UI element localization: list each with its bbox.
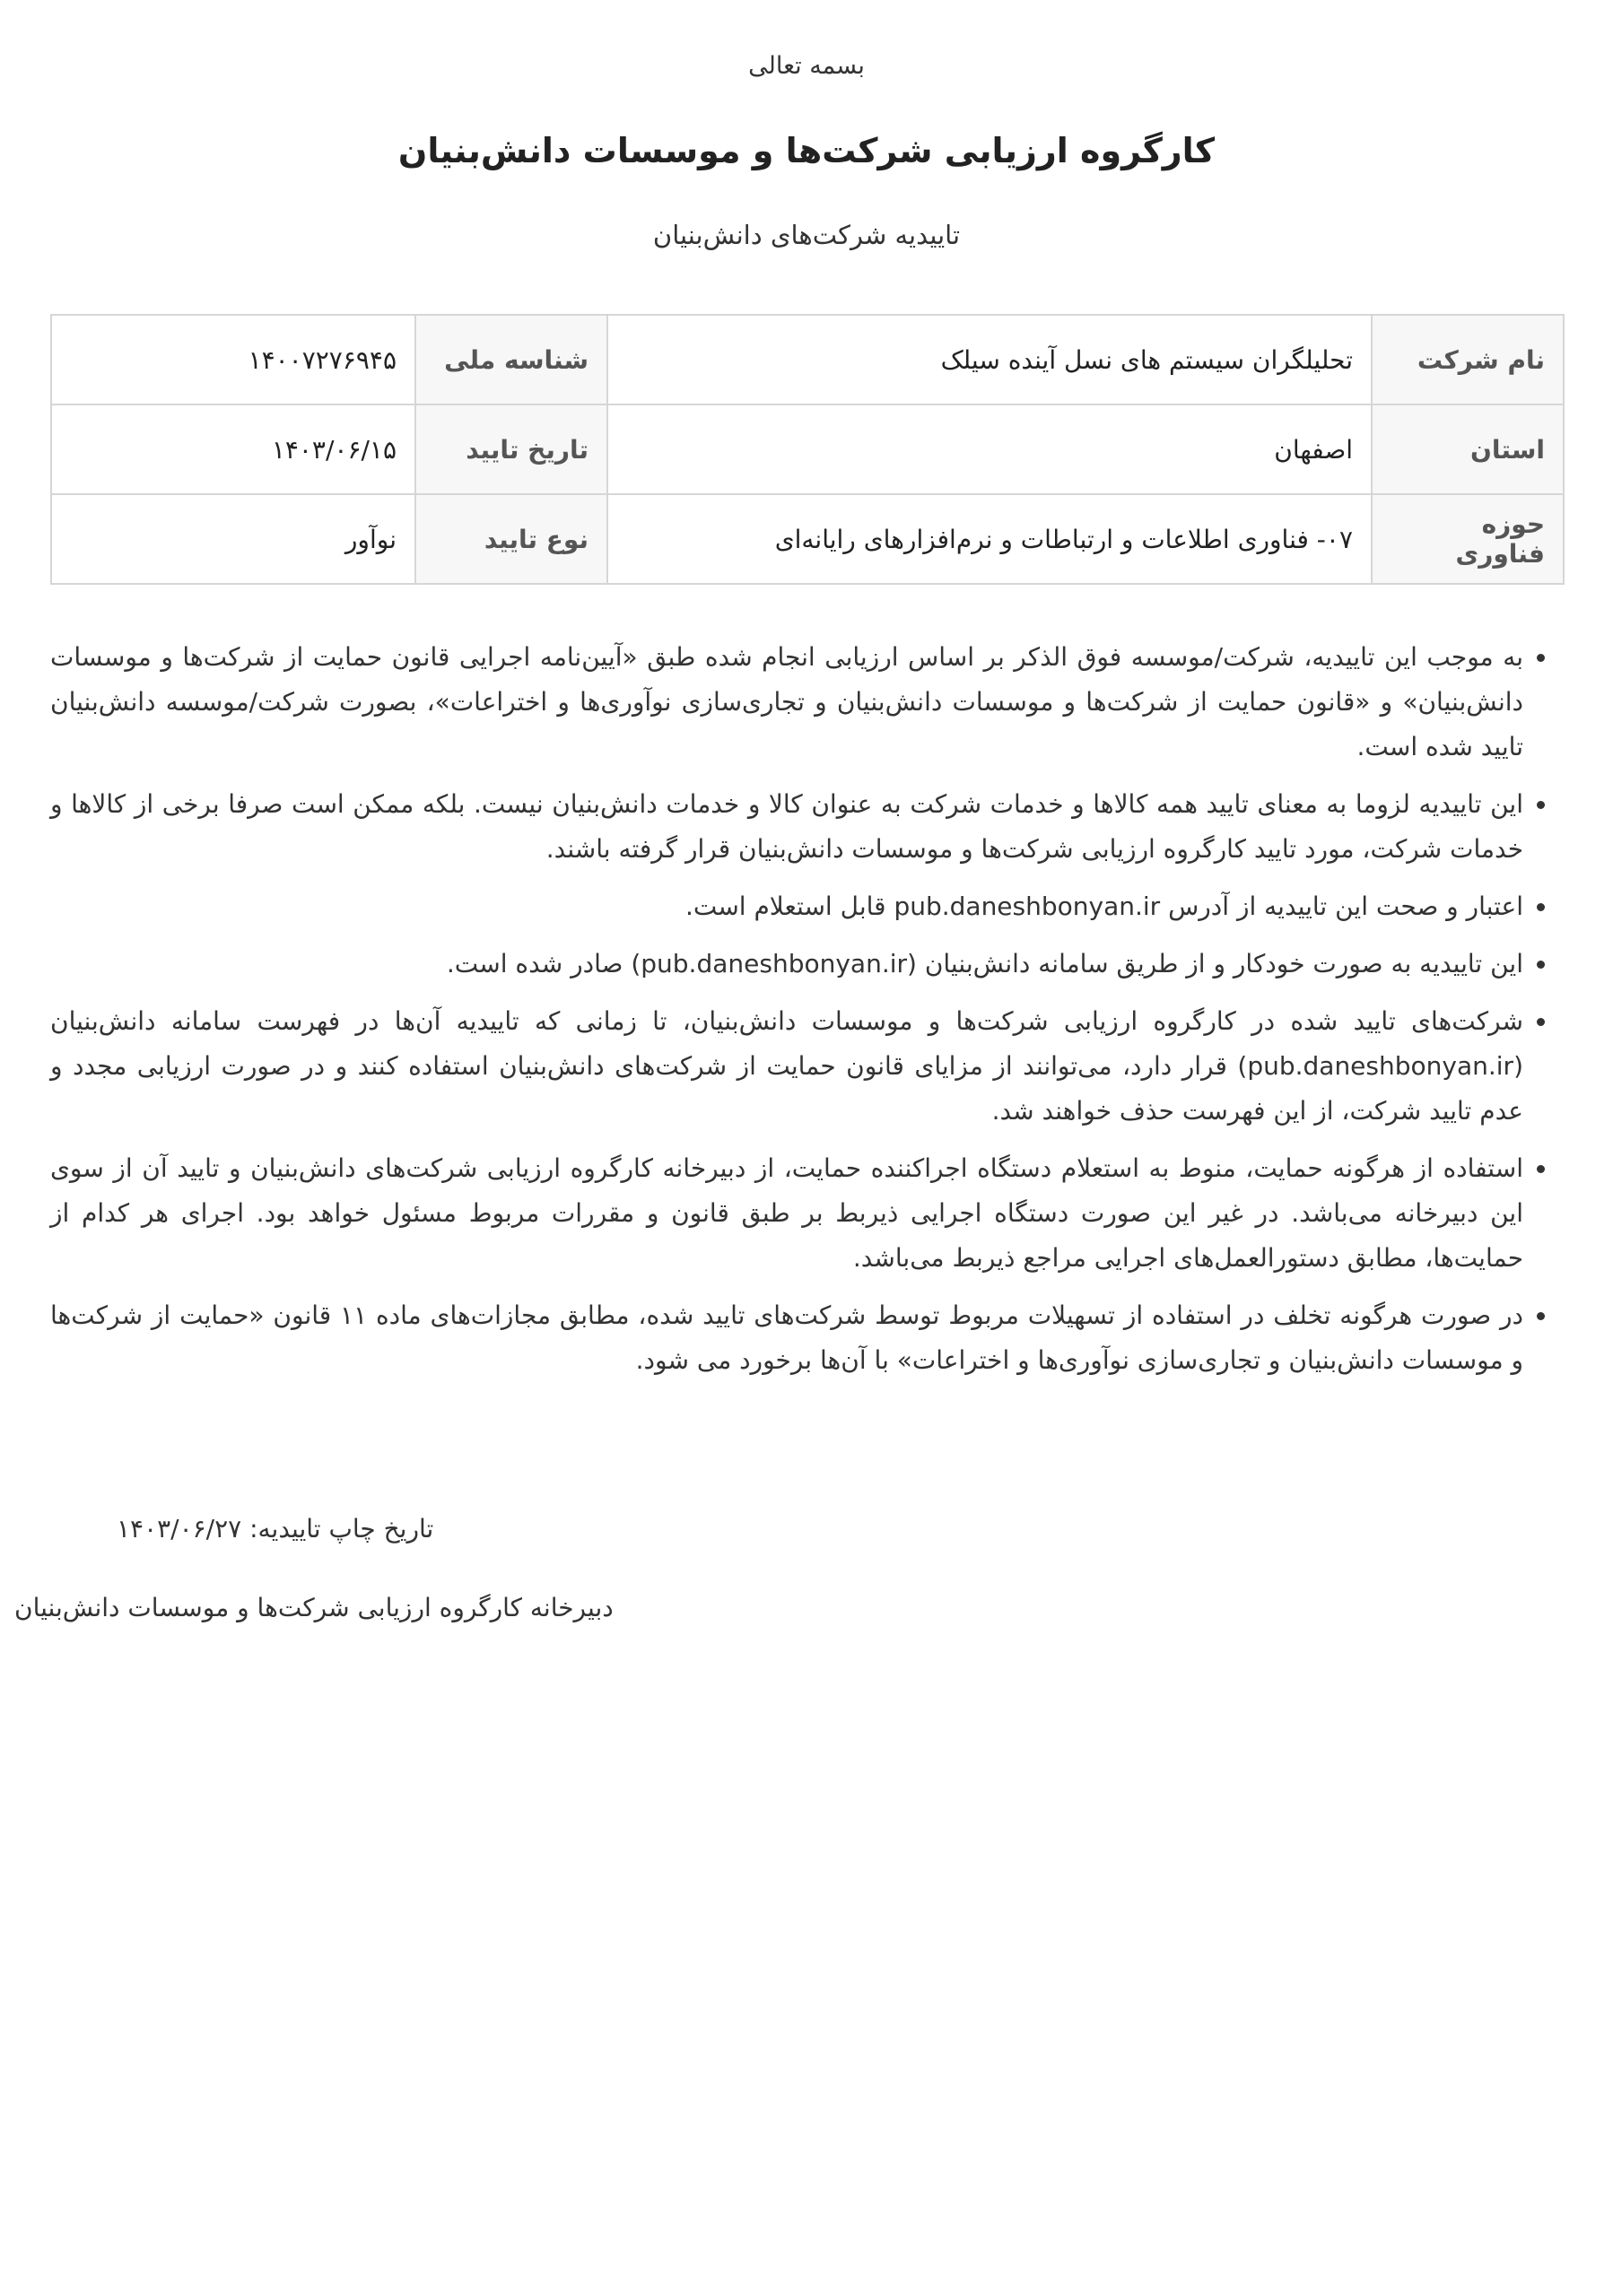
province-label: استان [1372,404,1564,494]
list-item: • به موجب این تاییدیه، شرکت/موسسه فوق الذکر بر اساس ارزیابی انجام شده طبق «آیین‌نامه اجرایی قانون حمایت از شرکت‌ها و موسسات دانش‌بنیان» و «قانون حمایت از شرکت‌ها و موسسات دانش‌بنیان و تجاری‌سازی نوآوری‌ها و اختراعات»، بصورت شرکت/موسسه دانش‌بنیان تایید شده است. [50,635,1523,770]
list-item: • در صورت هرگونه تخلف در استفاده از تسهیلات مربوط توسط شرکت‌های تایید شده، مطابق مجازات‌های ماده ۱۱ قانون «حمایت از شرکت‌ها و موسسات دانش‌بنیان و تجاری‌سازی نوآوری‌ها و اختراعات» با آن‌ها برخورد می شود. [50,1293,1523,1383]
province-value: اصفهان [607,404,1372,494]
list-item: • استفاده از هرگونه حمایت، منوط به استعلام دستگاه اجراکننده حمایت، از دبیرخانه کارگروه ارزیابی شرکت‌های دانش‌بنیان و تایید آن از سوی این دبیرخانه می‌باشد. در غیر این صورت دستگاه اجرایی ذیربط بر طبق قانون و مقررات مربوط مسئول خواهد بود. اجرای هر کدام از حمایت‌ها، مطابق دستورالعمل‌های اجرایی مراجع ذیربط می‌باشد. [50,1146,1523,1281]
print-date [117,1514,433,1544]
page-subtitle: تاییدیه شرکت‌های دانش‌بنیان [652,220,961,250]
tech-field-value: ۰۷- فناوری اطلاعات و ارتباطات و نرم‌افزارهای رایانه‌ای [607,494,1372,584]
national-id-label: شناسه ملی [415,315,607,404]
list-item: • این تاییدیه لزوما به معنای تایید همه کالاها و خدمات شرکت به عنوان کالا و خدمات دانش‌بنیان نیست. بلکه ممکن است صرفا برخی از کالاها و خدمات شرکت، مورد تایید کارگروه ارزیابی شرکت‌ها و موسسات دانش‌بنیان قرار گرفته باشند. [50,782,1523,872]
list-item: • این تاییدیه به صورت خودکار و از طریق سامانه دانش‌بنیان (pub.daneshbonyan.ir) صادر شده است. [50,942,1523,987]
national-id-cell [51,315,415,404]
print-date-label: تاریخ چاپ تاییدیه: [249,1514,434,1544]
approval-date-cell [51,404,415,494]
secretariat-signature: دبیرخانه کارگروه ارزیابی شرکت‌ها و موسسات دانش‌بنیان [14,1593,614,1622]
table-row [51,404,1564,494]
national-id-value: ۱۴۰۰۷۲۷۶۹۴۵ [248,344,397,375]
table-row [51,315,1564,404]
terms-list [50,635,1563,1396]
page-title: کارگروه ارزیابی شرکت‌ها و موسسات دانش‌بنیان [397,131,1216,170]
approval-date-value: ۱۴۰۳/۰۶/۱۵ [271,434,397,465]
basmala-heading: بسمه تعالی [748,52,865,80]
approval-date-label: تاریخ تایید [415,404,607,494]
company-name-label: نام شرکت [1372,315,1564,404]
approval-type-label: نوع تایید [415,494,607,584]
tech-field-label: حوزه فناوری [1372,494,1564,584]
company-name-value: تحلیلگران سیستم های نسل آینده سیلک [607,315,1372,404]
list-item: • شرکت‌های تایید شده در کارگروه ارزیابی شرکت‌ها و موسسات دانش‌بنیان، تا زمانی که تاییدیه آن‌ها در فهرست سامانه دانش‌بنیان (pub.daneshbonyan.ir) قرار دارد، می‌توانند از مزایای قانون حمایت از شرکت‌های دانش‌بنیان استفاده کنند و در صورت ارزیابی مجدد و عدم تایید شرکت، از این فهرست حذف خواهند شد. [50,999,1523,1134]
company-info-table [50,314,1565,585]
table-row [51,494,1564,584]
print-date-value: ۱۴۰۳/۰۶/۲۷ [117,1514,242,1544]
approval-type-value: نوآور [51,494,415,584]
list-item: • اعتبار و صحت این تاییدیه از آدرس pub.daneshbonyan.ir قابل استعلام است. [50,884,1523,929]
